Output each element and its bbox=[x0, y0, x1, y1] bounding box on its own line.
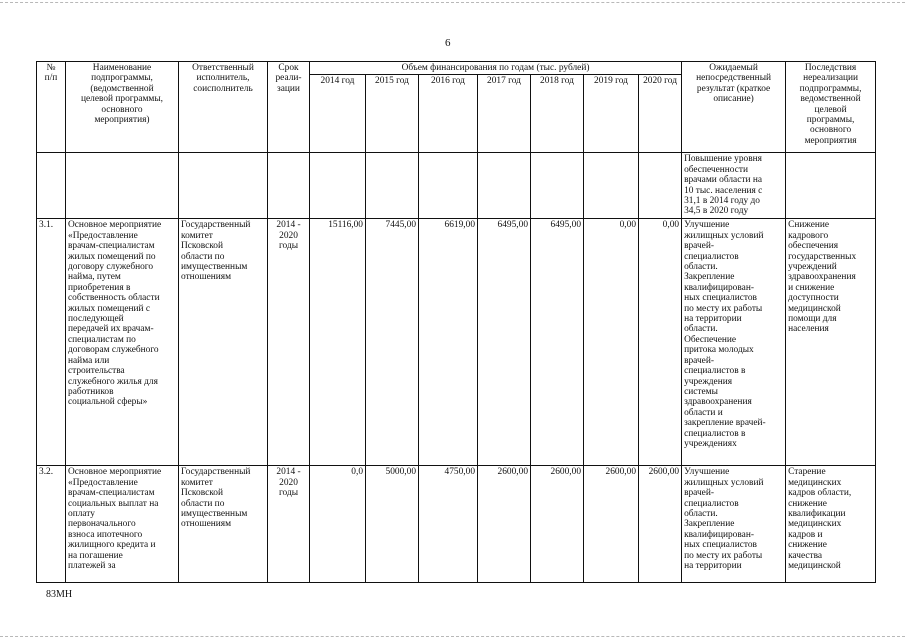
text-line: приобретения в bbox=[68, 282, 131, 293]
text-line: платежей за bbox=[68, 561, 116, 572]
text-line: Основное мероприятие bbox=[68, 467, 162, 478]
header-year: 2019 год bbox=[584, 75, 639, 153]
text-line: притока молодых bbox=[684, 345, 754, 356]
header-year: 2014 год bbox=[310, 75, 366, 153]
row-responsible bbox=[179, 219, 268, 466]
text-line: Государственный bbox=[181, 220, 251, 231]
text-line: области по bbox=[181, 251, 225, 262]
text-line: медицинской bbox=[788, 561, 841, 572]
text-line: найма, путем bbox=[68, 272, 121, 283]
text-line: врачами области на bbox=[684, 175, 762, 186]
text-line: строительства bbox=[68, 366, 125, 377]
text-line: квалификации bbox=[788, 509, 846, 520]
text-line: целевой bbox=[814, 104, 847, 115]
text-line: мероприятия) bbox=[94, 115, 150, 126]
header-responsible bbox=[179, 62, 268, 153]
text-line: (ведомственной bbox=[90, 83, 154, 94]
text-line: «Предоставление bbox=[68, 477, 138, 488]
text-line: комитет bbox=[181, 230, 213, 241]
text-line: на погашение bbox=[68, 550, 123, 561]
text-line: медицинской bbox=[788, 303, 841, 314]
text-line: 2020 bbox=[279, 477, 298, 488]
text-line: доступности bbox=[788, 293, 839, 304]
text-line: Снижение bbox=[788, 220, 830, 231]
footer-code: 83МН bbox=[46, 589, 73, 600]
text-line: жилых помещений по bbox=[68, 251, 156, 262]
header-year: 2018 год bbox=[531, 75, 584, 153]
text-line: служебного жилья для bbox=[68, 376, 158, 387]
text-line: помощи для bbox=[788, 314, 837, 325]
text-line: Улучшение bbox=[684, 220, 730, 231]
result-cell bbox=[682, 153, 786, 219]
text-line: целевой программы, bbox=[80, 94, 164, 105]
row-term bbox=[268, 466, 310, 583]
text-line: Срок bbox=[278, 63, 299, 73]
text-line: нереализации bbox=[803, 73, 859, 84]
table-cell bbox=[419, 153, 478, 219]
text-line: области и bbox=[684, 407, 723, 418]
text-line: врачам-специалистам bbox=[68, 241, 155, 252]
text-line: Обеспечение bbox=[684, 334, 737, 345]
row-value: 15116,00 bbox=[310, 219, 366, 466]
text-line: мероприятия bbox=[804, 135, 857, 146]
row-responsible bbox=[179, 466, 268, 583]
table-cell bbox=[786, 153, 876, 219]
row-result bbox=[682, 219, 786, 466]
row-num: 3.2. bbox=[37, 466, 66, 583]
text-line: п/п bbox=[44, 73, 58, 84]
text-line: ных специалистов bbox=[684, 540, 757, 551]
row-name bbox=[66, 219, 179, 466]
text-line: жилищных условий bbox=[684, 230, 764, 241]
table-cell bbox=[66, 153, 179, 219]
row-name bbox=[66, 466, 179, 583]
text-line: договорам служебного bbox=[68, 345, 159, 356]
table-cell bbox=[179, 153, 268, 219]
text-line: ведомственной bbox=[800, 94, 861, 105]
text-line: учреждения bbox=[684, 376, 733, 387]
row-value: 2600,00 bbox=[584, 466, 639, 583]
header-consequences bbox=[786, 62, 876, 153]
text-line: обеспечения bbox=[788, 241, 839, 252]
text-line: квалифицирован- bbox=[684, 529, 754, 540]
text-line: первоначального bbox=[68, 519, 136, 530]
text-line: зации bbox=[277, 83, 300, 94]
text-line: исполнитель, bbox=[196, 73, 250, 84]
header-name bbox=[66, 62, 179, 153]
text-line: жилищного кредита и bbox=[68, 540, 156, 551]
text-line: учреждений bbox=[788, 262, 837, 273]
text-line: 34,5 в 2020 году bbox=[684, 206, 749, 217]
text-line: обеспеченности bbox=[684, 164, 749, 175]
text-line: собственность области bbox=[68, 293, 160, 304]
text-line: специалистов bbox=[684, 251, 739, 262]
text-line: непосредственный bbox=[696, 73, 772, 84]
page-edge-top bbox=[0, 2, 905, 3]
header-year: 2015 год bbox=[366, 75, 419, 153]
text-line: имущественным bbox=[181, 262, 248, 273]
text-line: жилых помещений с bbox=[68, 303, 151, 314]
text-line: жилищных условий bbox=[684, 477, 764, 488]
row-value: 2600,00 bbox=[478, 466, 531, 583]
row-term bbox=[268, 219, 310, 466]
text-line: квалифицирован- bbox=[684, 282, 754, 293]
table-cell bbox=[268, 153, 310, 219]
table-cell bbox=[639, 153, 682, 219]
text-line: Государственный bbox=[181, 467, 251, 478]
text-line: Псковской bbox=[181, 241, 224, 252]
text-line: Основное мероприятие bbox=[68, 220, 162, 231]
text-line: 10 тыс. населения с bbox=[684, 185, 763, 196]
text-line: снижение bbox=[788, 540, 827, 551]
text-line: годы bbox=[278, 241, 299, 252]
row-value: 0,0 bbox=[310, 466, 366, 583]
header-term bbox=[268, 62, 310, 153]
text-line: врачей- bbox=[684, 488, 714, 499]
text-line: 2020 bbox=[279, 230, 298, 241]
text-line: врачей- bbox=[684, 355, 714, 366]
text-line: Псковской bbox=[181, 488, 224, 499]
page-edge-bottom bbox=[0, 636, 905, 637]
table-cell bbox=[366, 153, 419, 219]
text-line: снижение bbox=[788, 498, 827, 509]
text-line: кадров области, bbox=[788, 488, 852, 499]
text-line: здравоохранения bbox=[684, 397, 752, 408]
text-line: оплату bbox=[68, 509, 95, 520]
text-line: области. bbox=[684, 324, 718, 335]
text-line: здравоохранения bbox=[788, 272, 856, 283]
table-cell bbox=[584, 153, 639, 219]
table-cell bbox=[531, 153, 584, 219]
table-row bbox=[37, 466, 876, 583]
text-line: социальных выплат на bbox=[68, 498, 159, 509]
table-row-continued bbox=[37, 153, 876, 219]
text-line: на территории bbox=[684, 314, 742, 325]
row-value: 4750,00 bbox=[419, 466, 478, 583]
row-value: 2600,00 bbox=[531, 466, 584, 583]
text-line: врачам-специалистам bbox=[68, 488, 155, 499]
text-line: Старение bbox=[788, 467, 826, 478]
header-year: 2017 год bbox=[478, 75, 531, 153]
text-line: результат (краткое bbox=[696, 83, 771, 94]
header-result bbox=[682, 62, 786, 153]
text-line: Ответственный bbox=[192, 63, 254, 73]
text-line: качества bbox=[788, 550, 823, 561]
header-year: 2020 год bbox=[639, 75, 682, 153]
text-line: 2014 - bbox=[276, 467, 301, 478]
text-line: договору служебного bbox=[68, 262, 154, 273]
text-line: подпрограммы, bbox=[91, 73, 153, 84]
text-line: Улучшение bbox=[684, 467, 730, 478]
row-consequences bbox=[786, 219, 876, 466]
text-line: социальной сферы» bbox=[68, 397, 148, 408]
text-line: № bbox=[46, 63, 56, 73]
text-line: взноса ипотечного bbox=[68, 529, 143, 540]
text-line: Повышение уровня bbox=[684, 154, 762, 165]
text-line: специалистов в bbox=[684, 428, 746, 439]
text-line: области. bbox=[684, 509, 718, 520]
table-cell bbox=[310, 153, 366, 219]
text-line: имущественным bbox=[181, 509, 248, 520]
text-line: комитет bbox=[181, 477, 213, 488]
row-consequences bbox=[786, 466, 876, 583]
text-line: 31,1 в 2014 году до bbox=[684, 196, 760, 207]
text-line: Ожидаемый bbox=[709, 63, 758, 73]
text-line: Последствия bbox=[804, 63, 857, 73]
row-num: 3.1. bbox=[37, 219, 66, 466]
text-line: специалистов в bbox=[684, 366, 746, 377]
page-number: 6 bbox=[445, 37, 451, 49]
text-line: передачей их врачам- bbox=[68, 324, 154, 335]
text-line: специалистов bbox=[684, 498, 739, 509]
text-line: специалистам по bbox=[68, 334, 136, 345]
row-value: 7445,00 bbox=[366, 219, 419, 466]
header-row bbox=[37, 62, 876, 75]
header-year: 2016 год bbox=[419, 75, 478, 153]
text-line: и снижение bbox=[788, 282, 835, 293]
text-line: основного bbox=[101, 104, 143, 115]
text-line: государственных bbox=[788, 251, 857, 262]
text-line: кадров и bbox=[788, 529, 823, 540]
text-line: врачей- bbox=[684, 241, 714, 252]
text-line: области. bbox=[684, 262, 718, 273]
text-line: отношениям bbox=[181, 272, 232, 283]
text-line: реали- bbox=[275, 73, 302, 84]
text-line: по месту их работы bbox=[684, 303, 763, 314]
header-num bbox=[37, 62, 66, 153]
text-line: описание) bbox=[713, 94, 754, 105]
text-line: Закрепление bbox=[684, 272, 735, 283]
funding-table bbox=[36, 61, 876, 583]
text-line: населения bbox=[788, 324, 829, 335]
text-line: закрепление врачей- bbox=[684, 418, 766, 429]
text-line: ных специалистов bbox=[684, 293, 757, 304]
header-funding: Объем финансирования по годам (тыс. рублей) bbox=[310, 62, 682, 75]
row-result bbox=[682, 466, 786, 583]
text-line: области по bbox=[181, 498, 225, 509]
text-line: найма или bbox=[68, 355, 110, 366]
text-line: медицинских bbox=[788, 519, 842, 530]
text-line: на территории bbox=[684, 561, 742, 572]
row-value: 6619,00 bbox=[419, 219, 478, 466]
text-line: учреждениях bbox=[684, 438, 737, 449]
text-line: по месту их работы bbox=[684, 550, 763, 561]
text-line: «Предоставление bbox=[68, 230, 138, 241]
text-line: кадрового bbox=[788, 230, 829, 241]
text-line: годы bbox=[278, 488, 299, 499]
text-line: основного bbox=[809, 125, 852, 136]
text-line: Закрепление bbox=[684, 519, 735, 530]
table-cell bbox=[478, 153, 531, 219]
table-cell bbox=[37, 153, 66, 219]
text-line: программы, bbox=[806, 115, 855, 126]
text-line: соисполнитель bbox=[193, 83, 253, 94]
row-value: 6495,00 bbox=[531, 219, 584, 466]
row-value: 0,00 bbox=[584, 219, 639, 466]
row-value: 2600,00 bbox=[639, 466, 682, 583]
row-value: 6495,00 bbox=[478, 219, 531, 466]
text-line: Наименование bbox=[92, 63, 152, 73]
text-line: 2014 - bbox=[276, 220, 301, 231]
table-row bbox=[37, 219, 876, 466]
text-line: системы bbox=[684, 386, 718, 397]
row-value: 0,00 bbox=[639, 219, 682, 466]
row-value: 5000,00 bbox=[366, 466, 419, 583]
text-line: медицинских bbox=[788, 477, 842, 488]
text-line: отношениям bbox=[181, 519, 232, 530]
text-line: подпрограммы, bbox=[799, 83, 862, 94]
text-line: последующей bbox=[68, 314, 124, 325]
text-line: работников bbox=[68, 386, 114, 397]
